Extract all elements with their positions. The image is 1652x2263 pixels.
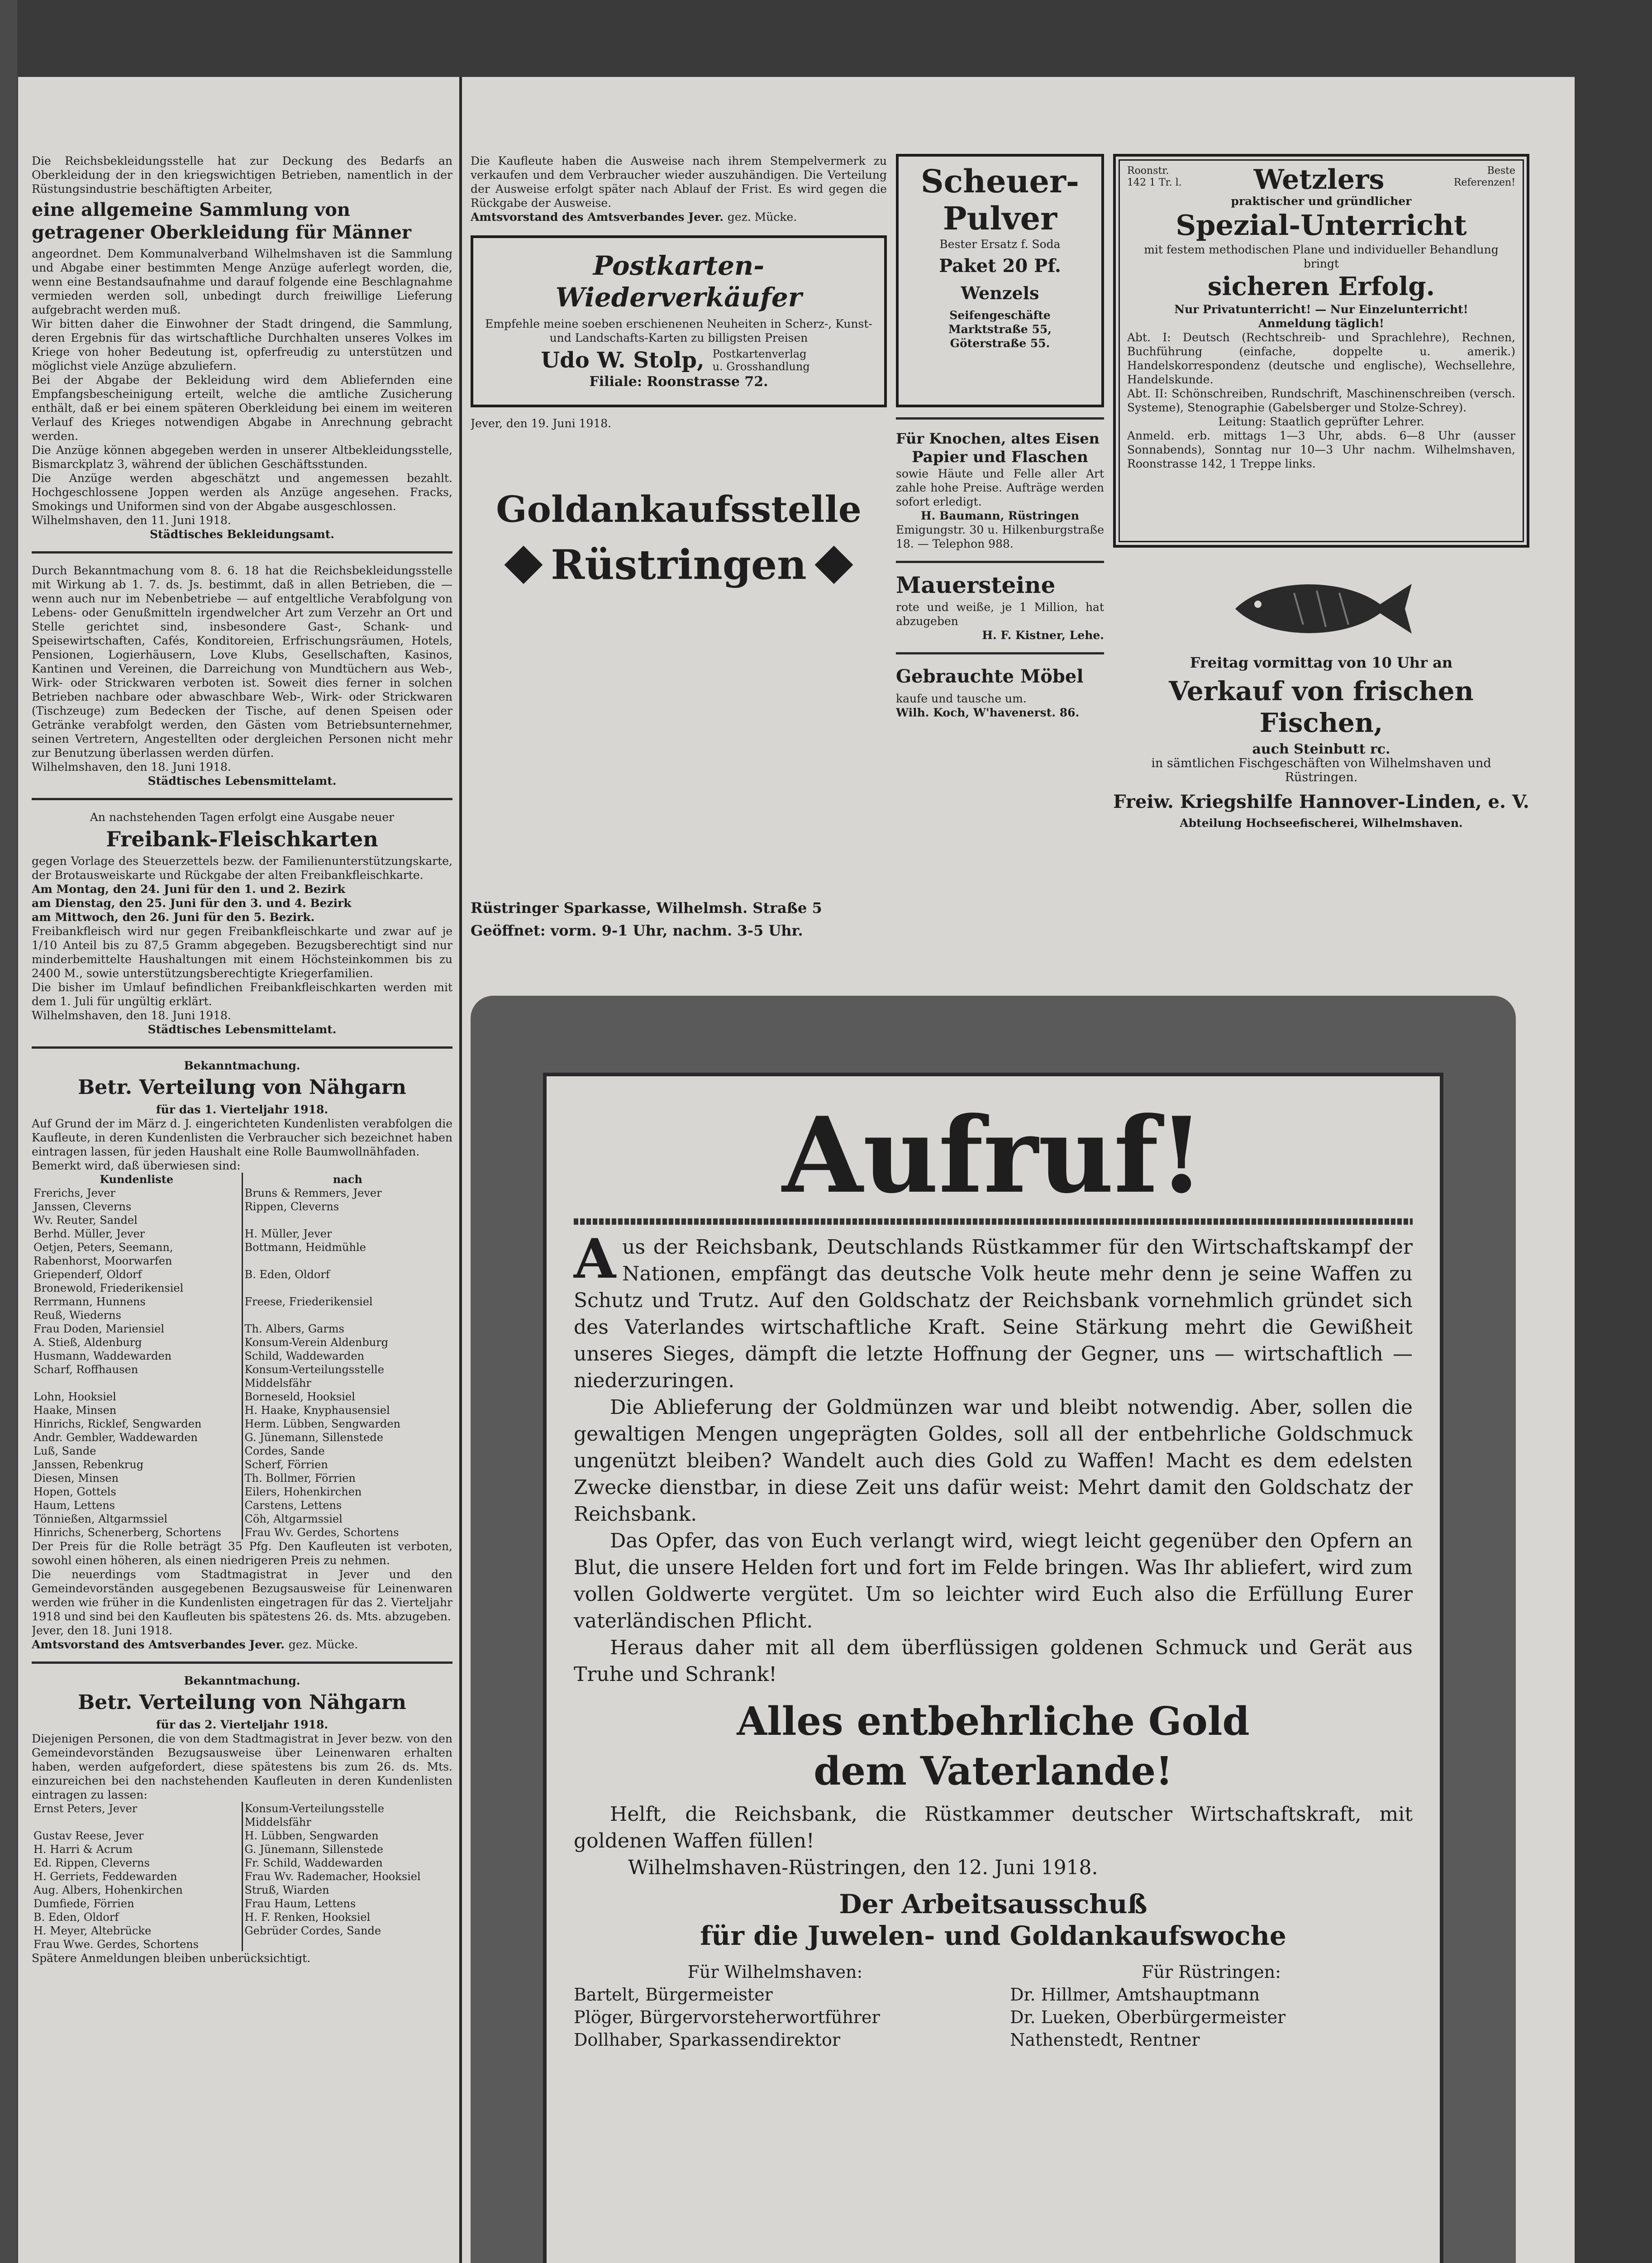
table-cell: A. Stieß, Aldenburg	[32, 1336, 242, 1349]
mid-notice-signature-org: Amtsvorstand des Amtsverbandes Jever.	[471, 210, 724, 224]
notice3-para3: Die bisher im Umlauf befindlichen Freibankfleischkarten werden mit dem 1. Juli für ungültig erklärt.	[32, 981, 452, 1008]
scheuer-seller: Wenzels	[961, 283, 1039, 303]
mid-notice: Die Kaufleute haben die Ausweise nach ihrem Stempelvermerk zu verkaufen und dem Verbraucher wieder auszuhändigen. Die Verteilung der Ausweise erfolgt später nach Ablauf der Frist. Es wird gegen die Rückgabe der Ausweise.	[471, 154, 887, 210]
wetzler-success: sicheren Erfolg.	[1207, 272, 1435, 301]
left-column	[32, 154, 452, 2263]
table-row	[32, 1458, 452, 1471]
table-cell	[242, 1308, 452, 1322]
postcard-side: Postkartenverlag u. Grosshandlung	[712, 348, 810, 373]
furniture-title: Gebrauchte Möbel	[896, 666, 1084, 687]
notice1-para3: Wir bitten daher die Einwohner der Stadt dringend, die Sammlung, deren Ergebnis für das wirtschaftliche Durchhalten unseres Volkes im Kriege von hoher Bedeutung ist, opferfreudig zu unterstützen und möglichst viele Anzüge abzuliefern.	[32, 317, 452, 372]
aufruf-para2: Die Ablieferung der Goldmünzen war und bleibt notwendig. Aber, sollen die gewaltigen Mengen ungeprägten Goldes, soll all der entbehrliche Goldschmuck ungenützt bleiben? Wandelt auch dies Gold zu Waffen! Macht es dem edelsten Zwecke dienstbar, in diese Zeit uns dafür weist: Mehrt damit den Goldschatz der Reichsbank.	[574, 1396, 1413, 1526]
table-row	[32, 1336, 452, 1349]
notice4-para4: Die neuerdings vom Stadtmagistrat in Jever und den Gemeindevorständen ausgegebenen Bezugsausweise für Leinenwaren werden wie früher in die Kundenlisten eingetragen für das 2. Vierteljahr 1918 und sind bei den Kaufleuten bis spätestens 26. ds. Mts. abzugeben.	[32, 1568, 452, 1623]
divider	[32, 798, 452, 800]
signatories-wilhelmshaven	[574, 1961, 976, 2051]
gold-footer-1: Rüstringer Sparkasse, Wilhelmsh. Straße 5	[471, 899, 822, 917]
notice3-day2: am Dienstag, den 25. Juni für den 3. und 4. Bezirk	[32, 897, 352, 910]
table-row	[32, 1308, 452, 1322]
notice3-para2: Freibankfleisch wird nur gegen Freibankfleischkarte und zwar auf je 1/10 Anteil bis zu 87,5 Gramm abgegeben. Bezugsberechtigt sind nur minderbemittelte Haushaltungen mit einem Höchsteinkommen bis zu 2400 M., sowie unterstützungsberechtigte Kriegerfamilien.	[32, 925, 452, 980]
table-row	[32, 1897, 452, 1910]
table-cell: Konsum-Verteilungsstelle Middelsfähr	[244, 1363, 384, 1389]
mid-notice-signature-name: gez. Mücke.	[727, 210, 797, 224]
table-cell: Hinrichs, Schenerberg, Schortens	[32, 1526, 242, 1539]
aufruf-para5: Helft, die Reichsbank, die Rüstkammer deutscher Wirtschaftskraft, mit goldenen Waffen füllen!	[574, 1803, 1413, 1852]
table-cell: Gebrüder Cordes, Sande	[244, 1924, 381, 1937]
notice5-para1: Diejenigen Personen, die von dem Stadtmagistrat in Jever bezw. von den Gemeindevorständen Bezugsausweise über Leinenwaren erhalten haben, werden aufgefordert, diese spätestens bis zum 26. ds. Mts. einzureichen bei den nachstehenden Kaufleuten in deren Kundenlisten eintragen zu lassen:	[32, 1732, 452, 1801]
wetzler-title: Spezial-Unterricht	[1176, 209, 1467, 242]
gold-footer-2: Geöffnet: vorm. 9-1 Uhr, nachm. 3-5 Uhr.	[471, 922, 803, 939]
notice1-intro: Die Reichsbekleidungsstelle hat zur Deckung des Bedarfs an Oberkleidung der in den kriegswichtigen Betrieben, namentlich in der Rüstungsindustrie beschäftigten Arbeiter,	[32, 154, 452, 196]
column-rule	[459, 77, 462, 2263]
wetzler-hours: Anmeld. erb. mittags 1—3 Uhr, abds. 6—8 Uhr (ausser Sonnabends), Sonntag nur 10—3 Uhr nachm. Wilhelmshaven, Roonstrasse 142, 1 Treppe links.	[1127, 429, 1515, 470]
table-cell: Struß, Wiarden	[244, 1884, 329, 1896]
postcard-name: Udo W. Stolp,	[541, 348, 705, 373]
notice4-para3: Der Preis für die Rolle beträgt 35 Pfg. Den Kaufleuten ist verboten, sowohl einen höheren, als einen niedrigeren Preis zu nehmen.	[32, 1540, 452, 1567]
notice5-heading: Betr. Verteilung von Nähgarn	[78, 1691, 406, 1714]
column-header: nach	[333, 1173, 362, 1186]
signatory: Plöger, Bürgervorsteherwortführer	[574, 2007, 880, 2027]
notice1-heading: eine allgemeine Sammlung von getragener Oberkleidung für Männer	[32, 199, 411, 243]
table-cell: Cordes, Sande	[244, 1445, 325, 1457]
table-cell: Luß, Sande	[32, 1444, 242, 1458]
wetzler-line2: mit festem methodischen Plane und individueller Behandlung bringt	[1144, 243, 1499, 270]
aufruf-slogan-2: dem Vaterlande!	[814, 1748, 1173, 1794]
table-row	[32, 1924, 452, 1938]
stones-text: rote und weiße, je 1 Million, hat abzugeben	[896, 601, 1104, 628]
newspaper-page	[18, 77, 1575, 2263]
signatory: Dr. Hillmer, Amtshauptmann	[1010, 1985, 1260, 2005]
divider	[32, 551, 452, 554]
notice2-date: Wilhelmshaven, den 18. Juni 1918.	[32, 760, 231, 773]
table-row	[32, 1200, 452, 1213]
column-header: Kundenliste	[32, 1173, 242, 1186]
divider	[32, 1046, 452, 1049]
table-cell: Freese, Friederikensiel	[244, 1295, 373, 1308]
table-cell: B. Eden, Oldorf	[244, 1268, 330, 1281]
aufruf-para4: Heraus daher mit all dem überflüssigen goldenen Schmuck und Gerät aus Truhe und Schrank!	[574, 1636, 1413, 1686]
stones-place: Lehe.	[1069, 629, 1104, 642]
notice4-heading: Betr. Verteilung von Nähgarn	[78, 1076, 406, 1099]
table-cell: Frau Wv. Rademacher, Hooksiel	[244, 1870, 421, 1883]
table-row	[32, 1227, 452, 1241]
table-row	[32, 1883, 452, 1897]
table-cell: Gustav Reese, Jever	[32, 1829, 242, 1843]
table-cell: Rerrmann, Hunnens	[32, 1295, 242, 1308]
aufruf-panel	[543, 1073, 1443, 2263]
signatory: Bartelt, Bürgermeister	[574, 1985, 773, 2005]
wetzler-lead: Leitung: Staatlich geprüfter Lehrer.	[1218, 415, 1424, 428]
notice2-signature: Städtisches Lebensmittelamt.	[148, 774, 337, 788]
fish-line3: in sämtlichen Fischgeschäften von Wilhelmshaven und Rüstringen.	[1151, 756, 1491, 784]
table-cell	[242, 1938, 452, 1951]
table-cell: Eilers, Hohenkirchen	[244, 1485, 362, 1498]
diamond-ornament	[505, 546, 543, 584]
notice4-para2: Bemerkt wird, daß überwiesen sind:	[32, 1159, 241, 1172]
table-cell: Husmann, Waddewarden	[32, 1349, 242, 1363]
signatories-ruestringen	[1010, 1961, 1413, 2051]
table-row	[32, 1417, 452, 1431]
table-cell: Frau Wwe. Gerdes, Schortens	[32, 1938, 242, 1951]
wetzler-line1: praktischer und gründlicher	[1231, 195, 1412, 208]
notice1-para4: Bei der Abgabe der Bekleidung wird dem Abliefernden eine Empfangsbescheinigung erteilt, welche die amtliche Zusicherung enthält, daß er bei einem späteren Oberkleidung bei einem im weiteren Verlauf des Krieges notwendigen Abgabe in Anrechnung gebracht werden.	[32, 373, 452, 443]
table-row	[32, 1938, 452, 1951]
bones-title: Für Knochen, altes Eisen	[896, 430, 1100, 447]
table-cell: Scherf, Förrien	[244, 1458, 328, 1471]
mid-notice-signature	[471, 210, 887, 224]
table-row	[32, 1268, 452, 1281]
signatory: Dr. Lueken, Oberbürgermeister	[1010, 2007, 1286, 2027]
notice1-para5: Die Anzüge können abgegeben werden in unserer Altbekleidungsstelle, Bismarckplatz 3, während der üblichen Geschäftsstunden.	[32, 444, 452, 471]
table-row	[32, 1186, 452, 1200]
table-cell	[242, 1281, 452, 1295]
table-row	[32, 1499, 452, 1512]
table-row	[32, 1390, 452, 1404]
postcard-branch: Filiale: Roonstrasse 72.	[589, 374, 768, 390]
notice4-signature-org: Amtsvorstand des Amtsverbandes Jever.	[32, 1638, 285, 1651]
fish-ad	[1113, 575, 1529, 830]
table-cell: Oetjen, Peters, Seemann, Rabenhorst, Moorwarfen	[32, 1241, 242, 1268]
table-cell: Borneseld, Hooksiel	[244, 1390, 355, 1403]
bones-name: H. Baumann, Rüstringen	[921, 509, 1079, 522]
signatories-heading: Für Wilhelmshaven:	[687, 1962, 863, 1982]
postcard-ad	[471, 235, 887, 407]
decorative-rule	[574, 1218, 1413, 1225]
notice1-signature: Städtisches Bekleidungsamt.	[149, 528, 335, 541]
bones-addr: Emigungstr. 30 u. Hilkenburgstraße 18. — Telephon 988.	[896, 523, 1104, 550]
table-row	[32, 1322, 452, 1336]
divider	[32, 1661, 452, 1664]
stones-title: Mauersteine	[896, 572, 1056, 598]
table-row	[32, 1526, 452, 1539]
table-row	[32, 1802, 452, 1829]
aufruf-date: Wilhelmshaven-Rüstringen, den 12. Juni 1918.	[628, 1856, 1098, 1879]
table-cell: Janssen, Cleverns	[32, 1200, 242, 1213]
table-cell: Frau Haum, Lettens	[244, 1897, 356, 1910]
table-cell: Herm. Lübben, Sengwarden	[244, 1418, 400, 1430]
aufruf-dropcap: A	[574, 1227, 616, 1291]
table-cell: Rippen, Cleverns	[244, 1200, 339, 1213]
signatory: Nathenstedt, Rentner	[1010, 2030, 1200, 2050]
notice4-table	[32, 1173, 452, 1539]
table-cell: Th. Albers, Garms	[244, 1322, 344, 1335]
table-cell: Bruns & Remmers, Jever	[244, 1187, 382, 1199]
table-row	[32, 1241, 452, 1268]
notice1-para2: angeordnet. Dem Kommunalverband Wilhelmshaven ist die Sammlung und Abgabe einer bestimmten Menge Anzüge auferlegt worden, die, wenn eine Bestandsaufnahme und darauf folgende eine Beschlagnahme vermieden werden soll, unbedingt durch freiwillige Lieferung aufgebracht werden muß.	[32, 247, 452, 316]
aufruf-title: Aufruf!	[782, 1094, 1204, 1217]
mid-notice-date: Jever, den 19. Juni 1918.	[471, 417, 612, 430]
table-cell: Dumfiede, Förrien	[32, 1897, 242, 1910]
aufruf-slogan-1: Alles entbehrliche Gold	[737, 1699, 1250, 1744]
notice3-signature: Städtisches Lebensmittelamt.	[148, 1023, 337, 1036]
table-row	[32, 1485, 452, 1499]
notice3-para1: gegen Vorlage des Steuerzettels bezw. der Familienunterstützungskarte, der Brotausweiskarte und Rückgabe der alten Freibankfleischkarte.	[32, 855, 452, 882]
table-cell: Frau Wv. Gerdes, Schortens	[244, 1526, 399, 1539]
stones-name	[896, 628, 1104, 642]
furniture-text: kaufe und tausche um.	[896, 692, 1027, 705]
table-cell: Tönnießen, Altgarmssiel	[32, 1512, 242, 1526]
table-cell: Wv. Reuter, Sandel	[32, 1213, 242, 1227]
notice5-subheading: für das 2. Vierteljahr 1918.	[156, 1718, 328, 1731]
gold-heading-2: Rüstringen	[551, 541, 807, 589]
table-cell: Carstens, Lettens	[244, 1499, 342, 1512]
table-cell: Reuß, Wiederns	[32, 1308, 242, 1322]
table-cell: Ed. Rippen, Cleverns	[32, 1856, 242, 1870]
aufruf-committee: Der Arbeitsausschuß	[839, 1889, 1147, 1919]
fish-title: Verkauf von frischen Fischen,	[1169, 676, 1474, 738]
fish-line2: auch Steinbutt rc.	[1252, 741, 1390, 757]
scheuer-title-1: Scheuer-	[921, 162, 1079, 200]
aufruf-committee-2: für die Juwelen- und Goldankaufswoche	[700, 1920, 1286, 1951]
table-row	[32, 1856, 452, 1870]
small-ads-column	[896, 154, 1104, 991]
wetzler-abt2: Abt. II: Schönschreiben, Rundschrift, Maschinenschreiben (versch. Systeme), Stenographie (Gabelsberger und Stolze-Schrey).	[1127, 387, 1515, 414]
fish-org: Freiw. Kriegshilfe Hannover-Linden, e. V.	[1113, 791, 1529, 812]
wetzler-addr: Roonstr. 142 1 Tr. l.	[1127, 165, 1182, 188]
table-cell: Aug. Albers, Hohenkirchen	[32, 1883, 242, 1897]
wetzler-abt1: Abt. I: Deutsch (Rechtschreib- und Sprachlehre), Rechnen, Buchführung (einfache, doppelte u. amerik.) Handelskorrespondenz (deutsche und englische), Wechsellehre, Handelskunde.	[1127, 331, 1515, 386]
aufruf-para3: Das Opfer, das von Euch verlangt wird, wiegt leicht gegenüber den Opfern an Blut, die unsere Helden fort und fort im Felde bringen. Was Ihr abliefert, wird zum vollen Goldwerte vergütet. Um so leichter wird Euch also die Erfüllung Eurer vaterländischen Pflicht.	[574, 1529, 1413, 1633]
table-cell: H. Haake, Knyphausensiel	[244, 1404, 390, 1417]
scheuer-ad	[896, 154, 1104, 407]
scheuer-addr-1: Marktstraße 55,	[948, 323, 1052, 336]
table-row	[32, 1870, 452, 1883]
scheuer-title-2: Pulver	[943, 200, 1057, 237]
notice5-table	[32, 1802, 452, 1951]
table-cell: Andr. Gembler, Waddewarden	[32, 1431, 242, 1444]
table-cell: Haum, Lettens	[32, 1499, 242, 1512]
table-header	[32, 1173, 452, 1186]
notice3-day3: am Mittwoch, den 26. Juni für den 5. Bezirk.	[32, 911, 315, 924]
wetzler-ref: Beste Referenzen!	[1453, 165, 1515, 188]
scheuer-price: Paket 20 Pf.	[939, 255, 1061, 277]
notice3-intro: An nachstehenden Tagen erfolgt eine Ausgabe neuer	[90, 811, 395, 824]
divider	[896, 561, 1104, 563]
table-row	[32, 1471, 452, 1485]
table-cell: Scharf, Roffhausen	[32, 1363, 242, 1390]
middle-column	[471, 154, 887, 991]
postcard-heading: Postkarten-Wiederverkäufer	[555, 250, 802, 313]
notice4-subheading: für das 1. Vierteljahr 1918.	[156, 1103, 328, 1116]
scheuer-addr-2: Göterstraße 55.	[950, 337, 1050, 350]
table-row	[32, 1295, 452, 1308]
scheuer-sub: Bester Ersatz f. Soda	[939, 238, 1061, 251]
signatories-heading: Für Rüstringen:	[1142, 1962, 1281, 1982]
table-row	[32, 1512, 452, 1526]
wetzler-line3: Nur Privatunterricht! — Nur Einzelunterricht!	[1174, 303, 1468, 316]
table-cell: H. Gerriets, Feddewarden	[32, 1870, 242, 1883]
table-cell: G. Jünemann, Sillenstede	[244, 1843, 383, 1856]
table-row	[32, 1213, 452, 1227]
notice3-date: Wilhelmshaven, den 18. Juni 1918.	[32, 1009, 231, 1022]
furniture-name: Wilh. Koch, W'havenerst. 86.	[896, 706, 1080, 719]
table-cell: H. Meyer, Altebrücke	[32, 1924, 242, 1938]
notice4-signature-name: gez. Mücke.	[288, 1638, 358, 1651]
table-row	[32, 1363, 452, 1390]
notice1-date: Wilhelmshaven, den 11. Juni 1918.	[32, 514, 231, 527]
table-cell: Haake, Minsen	[32, 1404, 242, 1417]
wetzler-ad	[1113, 154, 1529, 548]
table-cell: H. Lübben, Sengwarden	[244, 1829, 379, 1842]
table-cell: G. Jünemann, Sillenstede	[244, 1431, 383, 1444]
postcard-text: Empfehle meine soeben erschienenen Neuheiten in Scherz-, Kunst- und Landschafts-Karten zu billigsten Preisen	[485, 317, 872, 344]
table-cell: Konsum-Verteilungsstelle Middelsfähr	[244, 1802, 384, 1829]
notice4-signature	[32, 1638, 452, 1652]
table-cell	[242, 1213, 452, 1227]
notice3-heading: Freibank-Fleischkarten	[106, 827, 378, 851]
table-cell: Hinrichs, Ricklef, Sengwarden	[32, 1417, 242, 1431]
table-cell: Th. Bollmer, Förrien	[244, 1472, 356, 1485]
table-row	[32, 1404, 452, 1417]
table-cell: H. Müller, Jever	[244, 1227, 332, 1240]
gold-ad	[484, 466, 873, 702]
table-cell: Fr. Schild, Waddewarden	[244, 1857, 383, 1869]
notice3-day1: Am Montag, den 24. Juni für den 1. und 2. Bezirk	[32, 883, 345, 896]
notice2-para1: Durch Bekanntmachung vom 8. 6. 18 hat die Reichsbekleidungsstelle mit Wirkung ab 1. 7. ds. Js. bestimmt, daß in allen Betrieben, die — wenn auch nur im Nebenbetriebe — auf entgeltliche Verabfolgung von Lebens- oder Genußmitteln irgendwelcher Art zum Verzehr an Ort und Stelle gerichtet sind, insbesondere Gast-, Schank- und Speisewirtschaften, Cafés, Konditoreien, Erfrischungsräumen, Hotels, Pensionen, Logierhäusern, Love Klubs, Gesellschaften, Kasinos, Kantinen und Vereinen, die Darreichung von Mundtüchern aus Web-, Wirk- oder Strickwaren verboten ist. Soweit dies ferner in solchen Betrieben nachbare oder abwaschbare Web-, Wirk- oder Strickwaren (Tischzeuge) zum Bedecken der Tische, auf denen Speisen oder Getränke verabfolgt werden, den Gästen vom Betriebsunternehmer, seinen Vertretern, Angestellten oder dergleichen Personen nicht mehr zur Benutzung überlassen werden dürfen.	[32, 564, 452, 759]
table-cell: Bottmann, Heidmühle	[244, 1241, 366, 1254]
gold-heading-1: Goldankaufsstelle	[496, 488, 862, 530]
scheuer-seller-2: Seifengeschäfte	[949, 309, 1051, 322]
table-cell: H. F. Renken, Hooksiel	[244, 1911, 371, 1924]
table-row	[32, 1843, 452, 1856]
diamond-ornament	[814, 546, 853, 584]
table-cell: Hopen, Gottels	[32, 1485, 242, 1499]
notice5-label: Bekanntmachung.	[184, 1674, 300, 1687]
fish-icon	[1226, 575, 1416, 643]
table-cell: H. Harri & Acrum	[32, 1843, 242, 1856]
fish-line1: Freitag vormittag von 10 Uhr an	[1190, 654, 1453, 671]
table-cell: Frau Doden, Mariensiel	[32, 1322, 242, 1336]
table-cell: Diesen, Minsen	[32, 1471, 242, 1485]
notice4-date: Jever, den 18. Juni 1918.	[32, 1624, 173, 1637]
table-cell: Schild, Waddewarden	[244, 1350, 364, 1362]
aufruf-para1-text: us der Reichsbank, Deutschlands Rüstkammer für den Wirtschaftskampf der Nationen, empfängt das deutsche Volk heute mehr denn je seine Waffen zu Schutz und Trutz. Auf den Goldschatz der Reichsbank vornehmlich gründet sich des Vaterlandes wirtschaftliche Kraft. Seine Stärkung mehrt die Gewißheit unseres Sieges, dämpft die letzte Hoffnung der Gegner, uns — wirtschaftlich — niederzuringen.	[574, 1236, 1413, 1392]
book-spine	[0, 0, 17, 2263]
notice4-label: Bekanntmachung.	[184, 1059, 300, 1072]
divider	[896, 652, 1104, 654]
notice1-para6: Die Anzüge werden abgeschätzt und angemessen bezahlt. Hochgeschlossene Joppen werden als Anzüge angesehen. Fracks, Smokings und Uniformen sind von der Abgabe ausgeschlossen.	[32, 472, 452, 513]
table-cell: Frerichs, Jever	[32, 1186, 242, 1200]
bones-title-2: Papier und Flaschen	[912, 448, 1088, 466]
signatory: Dollhaber, Sparkassendirektor	[574, 2030, 841, 2050]
divider	[896, 417, 1104, 420]
table-cell: Konsum-Verein Aldenburg	[244, 1336, 389, 1349]
table-row	[32, 1829, 452, 1843]
notice4-para1: Auf Grund der im März d. J. eingerichteten Kundenlisten verabfolgen die Kaufleute, in deren Kundenlisten die Verbraucher sich bezeichnet haben eintragen lassen, für jeden Haushalt eine Rolle Baumwollnähfaden.	[32, 1117, 452, 1158]
table-cell: Griependerf, Oldorf	[32, 1268, 242, 1281]
table-row	[32, 1281, 452, 1295]
aufruf-para1	[574, 1227, 1413, 1394]
table-cell: Berhd. Müller, Jever	[32, 1227, 242, 1241]
table-row	[32, 1910, 452, 1924]
table-row	[32, 1349, 452, 1363]
table-cell: Janssen, Rebenkrug	[32, 1458, 242, 1471]
bones-text: sowie Häute und Felle aller Art zahle hohe Preise. Aufträge werden sofort erledigt.	[896, 467, 1104, 508]
table-cell: Cöh, Altgarmssiel	[244, 1513, 343, 1525]
wetzler-line4: Anmeldung täglich!	[1258, 317, 1385, 330]
table-cell: Bronewold, Friederikensiel	[32, 1281, 242, 1295]
fish-org-2: Abteilung Hochseefischerei, Wilhelmshaven.	[1180, 816, 1463, 830]
aufruf-signatories	[574, 1961, 1413, 2051]
table-row	[32, 1431, 452, 1444]
table-cell: Lohn, Hooksiel	[32, 1390, 242, 1404]
table-row	[32, 1444, 452, 1458]
notice5-para2: Spätere Anmeldungen bleiben unberücksichtigt.	[32, 1952, 311, 1965]
wetzler-name: Wetzlers	[1253, 164, 1385, 196]
table-cell: Ernst Peters, Jever	[32, 1802, 242, 1829]
right-column	[1113, 154, 1529, 991]
stones-name-text: H. F. Kistner,	[982, 629, 1066, 642]
table-cell: B. Eden, Oldorf	[32, 1910, 242, 1924]
